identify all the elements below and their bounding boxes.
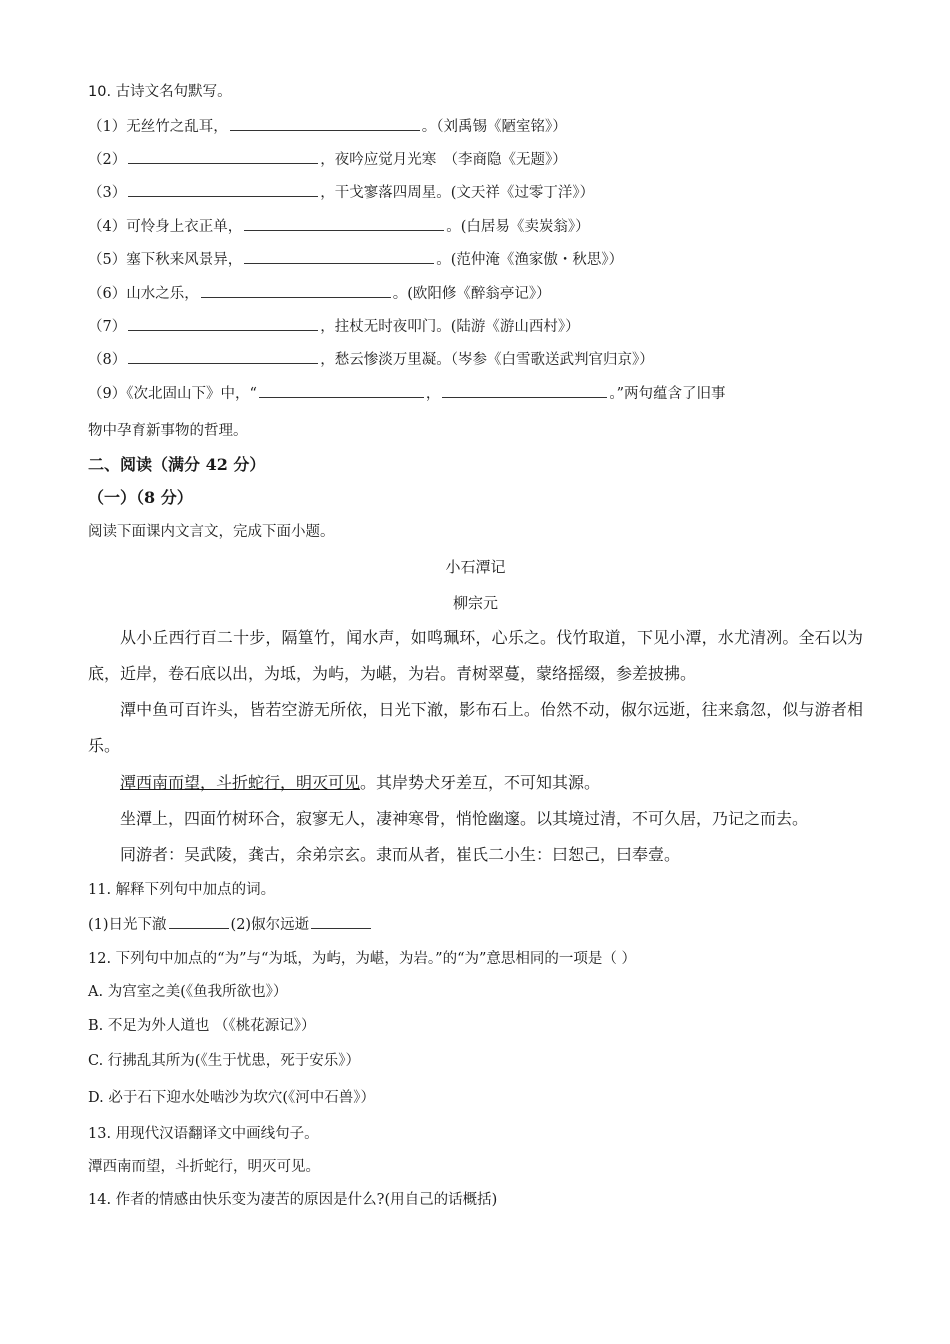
- q10-item-1: （1）无丝竹之乱耳， 。（刘禹锡《陋室铭》）: [88, 116, 863, 137]
- q10-item-7: （7） ，拄杖无时夜叩门。(陆游《游山西村》）: [88, 316, 863, 337]
- passage-paragraph-5: 同游者：吴武陵，龚古，余弟宗玄。隶而从者，崔氏二小生：曰恕己，曰奉壹。: [120, 845, 681, 864]
- q10-title: [88, 82, 863, 102]
- q10-item-4: （4）可怜身上衣正单， 。(白居易《卖炭翁》）: [88, 216, 863, 237]
- answer-blank[interactable]: [244, 216, 444, 231]
- answer-blank[interactable]: [311, 914, 371, 929]
- answer-blank[interactable]: [128, 316, 318, 331]
- reading-instruction: 阅读下面课内文言文，完成下面小题。: [88, 524, 335, 540]
- q14-title: 14. 作者的情感由快乐变为凄苦的原因是什么?(用自己的话概括): [88, 1192, 498, 1208]
- q10-item-9: （9）《次北固山下》中，“ ， 。”两句蕴含了旧事: [88, 383, 863, 404]
- answer-blank[interactable]: [169, 914, 229, 929]
- q10-item-6: （6）山水之乐， 。(欧阳修《醉翁亭记》）: [88, 283, 863, 304]
- answer-blank[interactable]: [230, 116, 420, 131]
- answer-blank[interactable]: [128, 149, 318, 164]
- passage-paragraph-4: 坐潭上，四面竹树环合，寂寥无人，凄神寒骨，悄怆幽邃。以其境过清，不可久居，乃记之而去。: [120, 809, 809, 828]
- q13-sentence: 潭西南而望，斗折蛇行，明灭可见。: [88, 1159, 320, 1175]
- passage-paragraph-1: 从小丘西行百二十步，隔篁竹，闻水声，如鸣珮环，心乐之。伐竹取道，下见小潭，水尤清冽。全石以为底，近岸，卷石底以出，为坻，为屿，为嵁，为岩。青树翠蔓，蒙络摇缀，参差披拂。: [88, 628, 863, 683]
- q10-item-9-continuation: 物中孕育新事物的哲理。: [88, 423, 248, 439]
- answer-blank[interactable]: [244, 249, 434, 264]
- q12-option-a[interactable]: A. 为宫室之美(《鱼我所欲也》）: [88, 984, 288, 1000]
- q11-subitems: (1)日光下澈 (2)俶尔远逝: [88, 914, 863, 935]
- underlined-sentence: 潭西南而望，斗折蛇行，明灭可见: [120, 773, 361, 792]
- answer-blank[interactable]: [201, 283, 391, 298]
- q12-option-c[interactable]: C. 行拂乱其所为(《生于忧患，死于安乐》）: [88, 1053, 360, 1069]
- q10-item-3: （3） ，干戈寥落四周星。(文天祥《过零丁洋》）: [88, 182, 863, 203]
- q10-title-text: 10. 古诗文名句默写。: [88, 84, 232, 100]
- passage-paragraph-2: 潭中鱼可百许头，皆若空游无所依，日光下澈，影布石上。佁然不动，俶尔远逝，往来翕忽，似与游者相乐。: [88, 700, 863, 755]
- q10-item-8: （8） ，愁云惨淡万里凝。（岑参《白雪歌送武判官归京》）: [88, 349, 863, 370]
- q12-option-d[interactable]: D. 必于石下迎水处啮沙为坎穴(《河中石兽》）: [88, 1090, 375, 1106]
- q13-title: 13. 用现代汉语翻译文中画线句子。: [88, 1126, 319, 1142]
- q12-title: 12. 下列句中加点的“为”与“为坻，为屿，为嵁，为岩。”的“为”意思相同的一项是（ ）: [88, 951, 637, 967]
- answer-blank[interactable]: [442, 383, 607, 398]
- q10-item-5: （5）塞下秋来风景异， 。(范仲淹《渔家傲・秋思》）: [88, 249, 863, 270]
- answer-blank[interactable]: [128, 182, 318, 197]
- section-heading: 二、阅读（满分 42 分）: [88, 455, 266, 474]
- answer-blank[interactable]: [259, 383, 424, 398]
- passage-author: 柳宗元: [452, 594, 498, 612]
- q10-item-2: （2） ，夜吟应觉月光寒 （李商隐《无题》）: [88, 149, 863, 170]
- answer-blank[interactable]: [128, 349, 318, 364]
- q12-option-b[interactable]: B. 不足为外人道也 （《桃花源记》）: [88, 1018, 316, 1034]
- q11-title: 11. 解释下列句中加点的词。: [88, 882, 276, 898]
- part-heading: （一）（8 分）: [88, 488, 193, 507]
- passage-paragraph-3: 潭西南而望，斗折蛇行，明灭可见。其岸势犬牙差互，不可知其源。: [120, 773, 601, 792]
- passage-title: 小石潭记: [445, 558, 506, 576]
